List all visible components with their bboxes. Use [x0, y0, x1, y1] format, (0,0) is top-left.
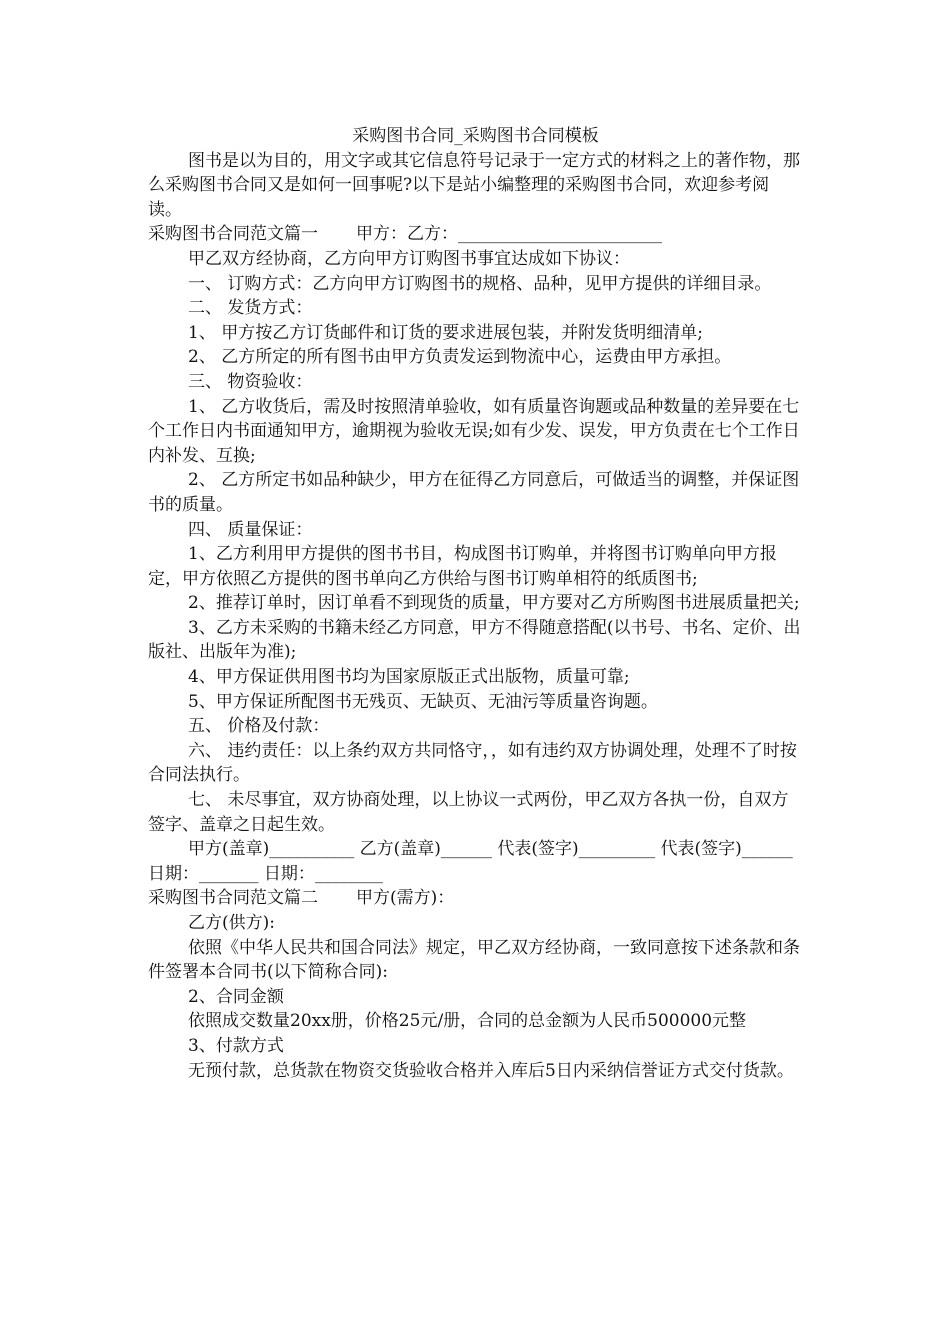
document-page	[148, 124, 803, 1083]
section-heading-tail: 甲方(需方)：	[356, 888, 455, 909]
paragraph: 3、付款方式	[188, 1035, 284, 1056]
paragraph: 甲乙双方经协商，乙方向甲方订购图书事宜达成如下协议：	[188, 248, 630, 269]
section-heading-tail: 甲方：乙方：________________________	[356, 224, 662, 245]
paragraph: 3、乙方未采购的书籍未经乙方同意，甲方不得随意搭配(以书号、书名、定价、出版社、出版年为准);	[148, 617, 801, 663]
document-title: 采购图书合同_采购图书合同模板	[352, 126, 599, 146]
paragraph: 乙方(供方):	[188, 913, 275, 933]
paragraph: 2、 乙方所定书如品种缺少，甲方在征得乙方同意后，可做适当的调整，并保证图书的质量。	[148, 470, 800, 515]
paragraph: 1、 甲方按乙方订货邮件和订货的要求进展包装，并附发货明细清单;	[188, 322, 703, 343]
paragraph: 六、 违约责任：以上条约双方共同恪守，，如有违约双方协调处理，处理不了时按合同法执行。	[148, 740, 797, 786]
paragraph: 依照《中华人民共和国合同法》规定，甲乙双方经协商，一致同意按下述条款和条件签署本合同书(以下简称合同):	[148, 937, 800, 983]
paragraph: 三、 物资验收：	[188, 371, 313, 392]
paragraph: 二、 发货方式：	[188, 298, 313, 319]
section-heading-label: 采购图书合同范文篇一	[148, 224, 318, 245]
signature-line: 甲方(盖章)__________ 乙方(盖章)______ 代表(签字)_________ 代表(签字)______ 日期：_______ 日期：________	[148, 839, 793, 884]
section-heading	[148, 886, 803, 911]
section-heading-label: 采购图书合同范文篇二	[148, 888, 318, 909]
paragraph: 5、甲方保证所配图书无残页、无缺页、无油污等质量咨询题。	[188, 691, 658, 712]
paragraph: 4、甲方保证供用图书均为国家原版正式出版物，质量可靠;	[188, 667, 630, 688]
paragraph: 四、 质量保证：	[188, 519, 313, 540]
paragraph: 2、推荐订单时，因订单看不到现货的质量，甲方要对乙方所购图书进展质量把关;	[188, 593, 800, 614]
paragraph: 一、 订购方式：乙方向甲方订购图书的规格、品种，见甲方提供的详细目录。	[188, 273, 772, 294]
paragraph: 图书是以为目的，用文字或其它信息符号记录于一定方式的材料之上的著作物，那么采购图书合同又是如何一回事呢?以下是站小编整理的采购图书合同，欢迎参考阅读。	[148, 150, 800, 220]
paragraph: 2、合同金额	[188, 986, 284, 1007]
paragraph: 依照成交数量20xx册，价格25元/册，合同的总金额为人民币500000元整	[188, 1011, 747, 1032]
paragraph: 无预付款，总货款在物资交货验收合格并入库后5日内采纳信誉证方式交付货款。	[188, 1060, 794, 1081]
paragraph: 五、 价格及付款：	[188, 716, 330, 737]
paragraph: 七、 未尽事宜，双方协商处理，以上协议一式两份，甲乙双方各执一份，自双方签字、盖章之日起生效。	[148, 790, 789, 835]
paragraph: 1、乙方利用甲方提供的图书书目，构成图书订购单，并将图书订购单向甲方报定，甲方依照乙方提供的图书单向乙方供给与图书订购单相符的纸质图书;	[148, 544, 777, 589]
section-heading	[148, 222, 803, 247]
paragraph: 1、 乙方收货后，需及时按照清单验收，如有质量咨询题或品种数量的差异要在七个工作日内书面通知甲方，逾期视为验收无误;如有少发、误发，甲方负责在七个工作日内补发、互换;	[148, 396, 800, 466]
paragraph: 2、 乙方所定的所有图书由甲方负责发运到物流中心，运费由甲方承担。	[188, 347, 732, 368]
